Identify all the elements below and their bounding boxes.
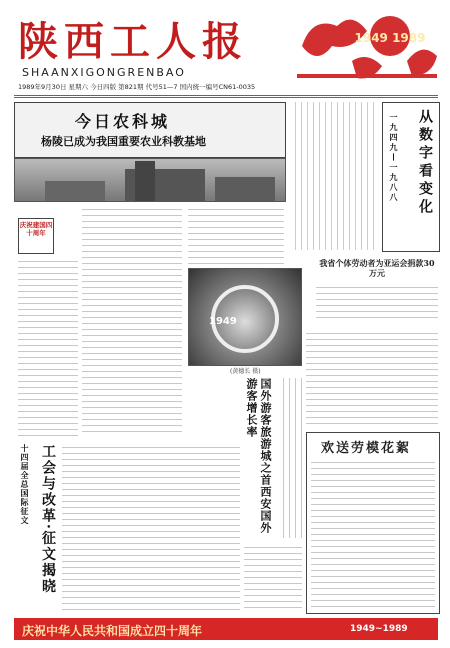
- top-story-kicker: 今日农科城: [75, 112, 171, 131]
- right-side-column: [306, 328, 438, 426]
- feature-headline: 欢送劳模花絮: [321, 441, 412, 456]
- anniversary-badge-text: 庆祝建国四十周年: [19, 221, 53, 237]
- donation-headline: 我省个体劳动者为亚运会捐款30万元: [319, 258, 435, 278]
- center-left-body: [82, 204, 182, 436]
- photo-caption: (黄德长 摄): [230, 368, 261, 375]
- campus-photo: [14, 158, 286, 202]
- footer-years: 1949~1989: [350, 624, 408, 634]
- stats-headline: 从数字看变化: [417, 109, 433, 217]
- donation-body: [316, 282, 438, 322]
- tourism-headline: 国外游客旅游城之首西安国外游客增长率: [245, 378, 272, 534]
- upper-middle-column: [290, 102, 378, 250]
- lower-center-body: [244, 542, 302, 610]
- masthead-title: 陕西工人报: [18, 18, 248, 65]
- essay-contest-label: 十四届全总国际征文: [20, 444, 30, 525]
- center-body: [188, 204, 284, 264]
- tourism-body: [278, 378, 302, 538]
- left-body-text: [18, 256, 78, 436]
- anniversary-badge-left: [18, 218, 54, 254]
- stats-subhead: 一九四九—一九八八: [389, 113, 399, 203]
- top-story-box: [14, 102, 286, 158]
- svg-text:1949: 1949: [209, 316, 237, 327]
- celebration-photo: [188, 268, 302, 366]
- top-story-headline: 杨陵已成为我国重要农业科教基地: [41, 135, 206, 148]
- footer-banner-text: 庆祝中华人民共和国成立四十周年: [22, 624, 203, 638]
- feature-box: [306, 432, 440, 614]
- stats-box: [382, 102, 440, 252]
- lower-left-body: [62, 442, 240, 610]
- feature-body: [311, 457, 435, 607]
- masthead-pinyin: SHAANXIGONGRENBAO: [22, 66, 186, 79]
- essay-contest-title: 工会与改革·征文揭晓: [40, 444, 56, 595]
- badge-years: 1949 1989: [354, 31, 426, 45]
- anniversary-badge: [292, 6, 442, 86]
- issue-line: 1989年9月30日 星期六 今日四版 第821期 代号51—7 国内统一编号CN61-0035: [18, 83, 256, 91]
